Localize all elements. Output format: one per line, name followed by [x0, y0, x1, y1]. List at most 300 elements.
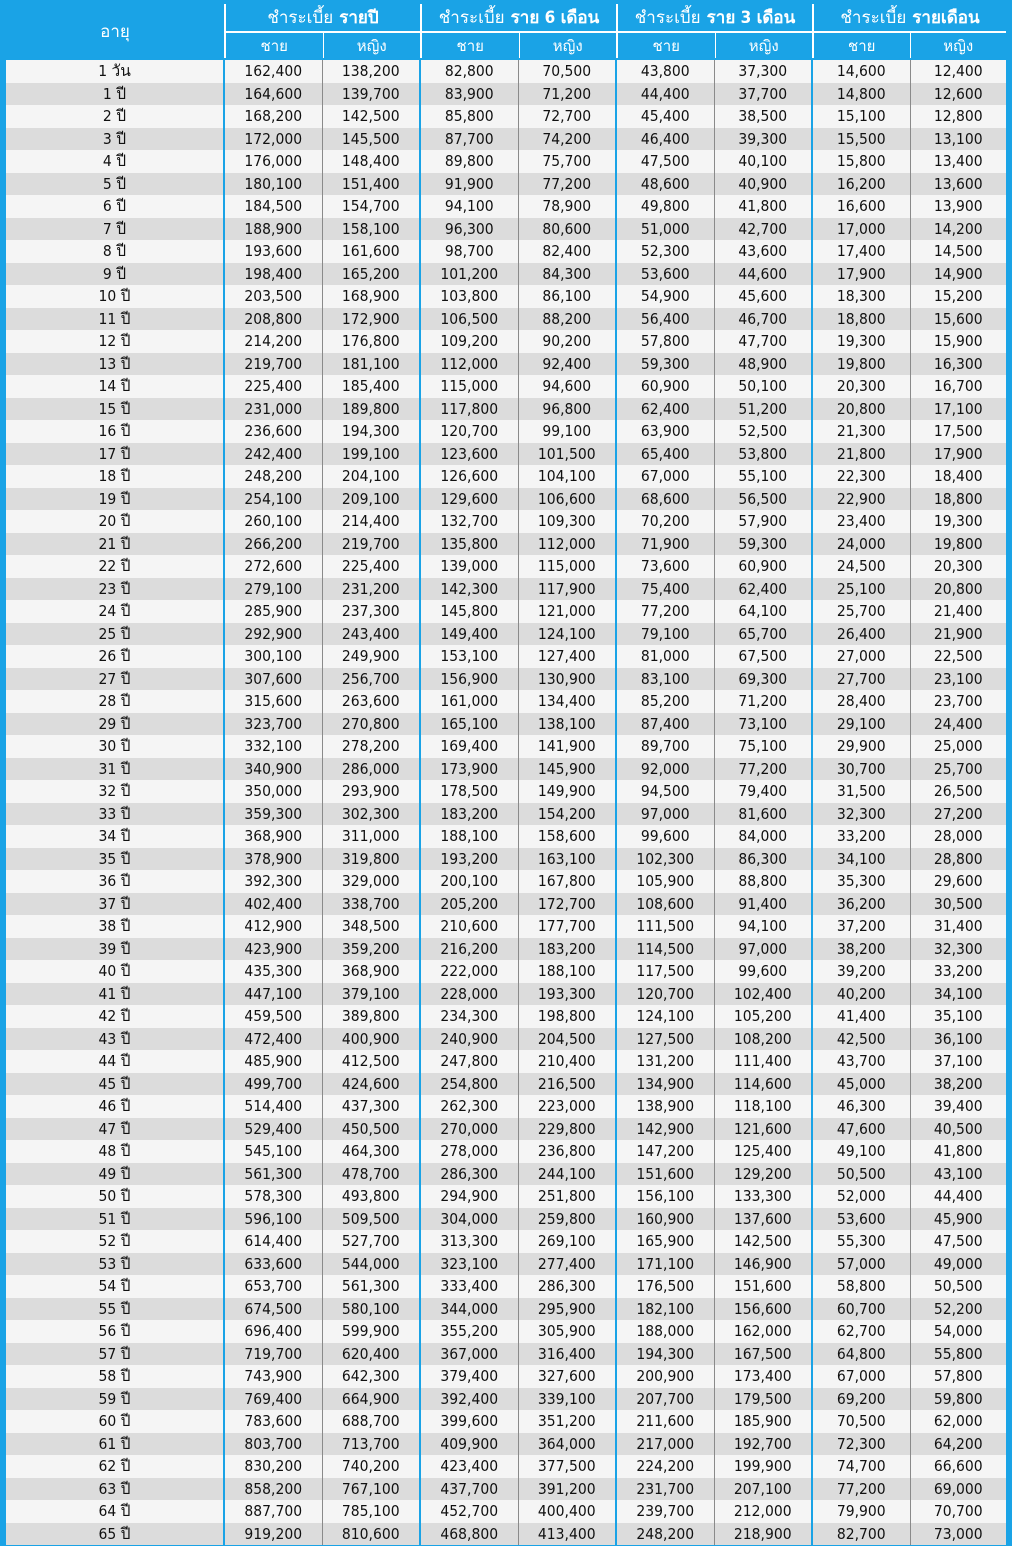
premium-cell: 32,300: [910, 938, 1006, 961]
table-row: [6, 600, 1006, 623]
premium-cell: 225,400: [322, 555, 420, 578]
table-header: [6, 4, 1006, 60]
premium-cell: 544,000: [322, 1253, 420, 1276]
premium-cell: 193,600: [224, 240, 322, 263]
premium-cell: 83,900: [420, 83, 518, 106]
premium-cell: 178,500: [420, 780, 518, 803]
table-row: [6, 1208, 1006, 1231]
table-row: [6, 1185, 1006, 1208]
premium-cell: 367,000: [420, 1343, 518, 1366]
premium-cell: 73,000: [910, 1523, 1006, 1546]
premium-cell: 243,400: [322, 623, 420, 646]
premium-cell: 259,800: [518, 1208, 616, 1231]
premium-cell: 165,200: [322, 263, 420, 286]
premium-cell: 184,500: [224, 195, 322, 218]
premium-cell: 105,200: [714, 1005, 812, 1028]
premium-cell: 413,400: [518, 1523, 616, 1546]
premium-cell: 254,800: [420, 1073, 518, 1096]
premium-cell: 75,700: [518, 150, 616, 173]
premium-cell: 203,500: [224, 285, 322, 308]
premium-cell: 172,900: [322, 308, 420, 331]
age-cell: 6 ปี: [6, 195, 224, 218]
premium-cell: 18,400: [910, 465, 1006, 488]
table-row: [6, 1163, 1006, 1186]
premium-cell: 15,800: [812, 150, 910, 173]
premium-cell: 71,900: [616, 533, 714, 556]
premium-cell: 218,900: [714, 1523, 812, 1546]
premium-cell: 39,400: [910, 1095, 1006, 1118]
premium-cell: 103,800: [420, 285, 518, 308]
premium-cell: 311,000: [322, 825, 420, 848]
premium-cell: 57,000: [812, 1253, 910, 1276]
payment-prefix: ชำระเบี้ย: [267, 8, 334, 28]
table-row: [6, 398, 1006, 421]
premium-cell: 919,200: [224, 1523, 322, 1546]
premium-cell: 193,300: [518, 983, 616, 1006]
premium-cell: 478,700: [322, 1163, 420, 1186]
premium-cell: 92,400: [518, 353, 616, 376]
age-cell: 50 ปี: [6, 1185, 224, 1208]
premium-cell: 48,600: [616, 173, 714, 196]
premium-cell: 344,000: [420, 1298, 518, 1321]
premium-cell: 92,000: [616, 758, 714, 781]
premium-cell: 135,800: [420, 533, 518, 556]
premium-cell: 46,700: [714, 308, 812, 331]
premium-cell: 55,800: [910, 1343, 1006, 1366]
premium-cell: 79,400: [714, 780, 812, 803]
age-cell: 1 วัน: [6, 60, 224, 83]
premium-cell: 34,100: [812, 848, 910, 871]
premium-cell: 72,300: [812, 1433, 910, 1456]
premium-cell: 392,400: [420, 1388, 518, 1411]
premium-cell: 47,500: [910, 1230, 1006, 1253]
premium-cell: 173,400: [714, 1365, 812, 1388]
age-cell: 56 ปี: [6, 1320, 224, 1343]
age-cell: 42 ปี: [6, 1005, 224, 1028]
age-cell: 61 ปี: [6, 1433, 224, 1456]
premium-cell: 121,000: [518, 600, 616, 623]
premium-cell: 24,400: [910, 713, 1006, 736]
table-row: [6, 983, 1006, 1006]
male-header: ชาย: [652, 36, 680, 55]
premium-cell: 145,500: [322, 128, 420, 151]
premium-cell: 117,800: [420, 398, 518, 421]
table-row: [6, 825, 1006, 848]
premium-cell: 399,600: [420, 1410, 518, 1433]
premium-cell: 52,000: [812, 1185, 910, 1208]
premium-cell: 81,600: [714, 803, 812, 826]
premium-cell: 84,300: [518, 263, 616, 286]
premium-cell: 713,700: [322, 1433, 420, 1456]
premium-cell: 286,300: [420, 1163, 518, 1186]
premium-cell: 43,100: [910, 1163, 1006, 1186]
premium-cell: 302,300: [322, 803, 420, 826]
premium-cell: 142,300: [420, 578, 518, 601]
premium-cell: 400,900: [322, 1028, 420, 1051]
premium-cell: 217,000: [616, 1433, 714, 1456]
premium-cell: 578,300: [224, 1185, 322, 1208]
table-row: [6, 1253, 1006, 1276]
premium-cell: 44,400: [616, 83, 714, 106]
age-cell: 64 ปี: [6, 1500, 224, 1523]
premium-cell: 270,000: [420, 1118, 518, 1141]
age-cell: 19 ปี: [6, 488, 224, 511]
male-header: ชาย: [456, 36, 484, 55]
age-cell: 13 ปี: [6, 353, 224, 376]
premium-cell: 73,100: [714, 713, 812, 736]
premium-cell: 148,400: [322, 150, 420, 173]
premium-cell: 368,900: [224, 825, 322, 848]
premium-cell: 104,100: [518, 465, 616, 488]
premium-cell: 25,700: [812, 600, 910, 623]
premium-cell: 156,600: [714, 1298, 812, 1321]
age-cell: 3 ปี: [6, 128, 224, 151]
premium-cell: 189,800: [322, 398, 420, 421]
premium-cell: 97,000: [616, 803, 714, 826]
premium-cell: 158,100: [322, 218, 420, 241]
table-row: [6, 645, 1006, 668]
age-cell: 21 ปี: [6, 533, 224, 556]
premium-cell: 176,500: [616, 1275, 714, 1298]
female-header: หญิง: [519, 33, 617, 58]
premium-cell: 112,000: [420, 353, 518, 376]
premium-cell: 156,100: [616, 1185, 714, 1208]
premium-cell: 43,800: [616, 60, 714, 83]
premium-cell: 199,100: [322, 443, 420, 466]
premium-cell: 16,300: [910, 353, 1006, 376]
premium-cell: 305,900: [518, 1320, 616, 1343]
premium-cell: 319,800: [322, 848, 420, 871]
table-row: [6, 938, 1006, 961]
premium-cell: 120,700: [420, 420, 518, 443]
premium-cell: 124,100: [518, 623, 616, 646]
premium-cell: 14,800: [812, 83, 910, 106]
premium-cell: 208,800: [224, 308, 322, 331]
premium-cell: 858,200: [224, 1478, 322, 1501]
age-cell: 7 ปี: [6, 218, 224, 241]
premium-cell: 50,100: [714, 375, 812, 398]
age-cell: 15 ปี: [6, 398, 224, 421]
premium-cell: 125,400: [714, 1140, 812, 1163]
premium-cell: 216,500: [518, 1073, 616, 1096]
table-row: [6, 353, 1006, 376]
table-row: [6, 263, 1006, 286]
premium-cell: 13,400: [910, 150, 1006, 173]
premium-cell: 391,200: [518, 1478, 616, 1501]
premium-cell: 14,500: [910, 240, 1006, 263]
premium-cell: 316,400: [518, 1343, 616, 1366]
premium-cell: 514,400: [224, 1095, 322, 1118]
premium-cell: 27,000: [812, 645, 910, 668]
premium-cell: 94,600: [518, 375, 616, 398]
table-row: [6, 510, 1006, 533]
premium-cell: 561,300: [224, 1163, 322, 1186]
premium-cell: 200,100: [420, 870, 518, 893]
premium-cell: 16,600: [812, 195, 910, 218]
table-row: [6, 803, 1006, 826]
premium-cell: 151,400: [322, 173, 420, 196]
premium-cell: 339,100: [518, 1388, 616, 1411]
premium-cell: 153,100: [420, 645, 518, 668]
premium-cell: 769,400: [224, 1388, 322, 1411]
premium-cell: 81,000: [616, 645, 714, 668]
premium-cell: 642,300: [322, 1365, 420, 1388]
premium-cell: 106,500: [420, 308, 518, 331]
premium-cell: 120,700: [616, 983, 714, 1006]
premium-cell: 17,500: [910, 420, 1006, 443]
premium-cell: 340,900: [224, 758, 322, 781]
table-row: [6, 870, 1006, 893]
age-cell: 45 ปี: [6, 1073, 224, 1096]
age-cell: 30 ปี: [6, 735, 224, 758]
premium-cell: 105,900: [616, 870, 714, 893]
premium-cell: 596,100: [224, 1208, 322, 1231]
premium-cell: 114,500: [616, 938, 714, 961]
age-cell: 2 ปี: [6, 105, 224, 128]
table-row: [6, 623, 1006, 646]
premium-cell: 138,900: [616, 1095, 714, 1118]
premium-cell: 45,000: [812, 1073, 910, 1096]
age-cell: 65 ปี: [6, 1523, 224, 1546]
premium-cell: 80,600: [518, 218, 616, 241]
premium-cell: 247,800: [420, 1050, 518, 1073]
premium-cell: 402,400: [224, 893, 322, 916]
premium-cell: 409,900: [420, 1433, 518, 1456]
premium-cell: 20,800: [910, 578, 1006, 601]
table-row: [6, 1410, 1006, 1433]
age-cell: 10 ปี: [6, 285, 224, 308]
table-row: [6, 780, 1006, 803]
premium-cell: 86,300: [714, 848, 812, 871]
age-cell: 37 ปี: [6, 893, 224, 916]
premium-cell: 37,700: [714, 83, 812, 106]
premium-cell: 43,700: [812, 1050, 910, 1073]
premium-cell: 437,300: [322, 1095, 420, 1118]
premium-cell: 211,600: [616, 1410, 714, 1433]
premium-cell: 66,600: [910, 1455, 1006, 1478]
premium-cell: 13,600: [910, 173, 1006, 196]
premium-cell: 40,500: [910, 1118, 1006, 1141]
age-cell: 8 ปี: [6, 240, 224, 263]
premium-cell: 333,400: [420, 1275, 518, 1298]
premium-cell: 204,100: [322, 465, 420, 488]
premium-cell: 234,300: [420, 1005, 518, 1028]
age-cell: 33 ปี: [6, 803, 224, 826]
premium-cell: 219,700: [322, 533, 420, 556]
premium-cell: 46,300: [812, 1095, 910, 1118]
age-cell: 20 ปี: [6, 510, 224, 533]
male-header: ชาย: [848, 36, 876, 55]
premium-cell: 327,600: [518, 1365, 616, 1388]
premium-cell: 33,200: [910, 960, 1006, 983]
premium-cell: 295,900: [518, 1298, 616, 1321]
premium-cell: 231,200: [322, 578, 420, 601]
premium-cell: 53,600: [616, 263, 714, 286]
premium-cell: 278,200: [322, 735, 420, 758]
premium-cell: 85,800: [420, 105, 518, 128]
premium-cell: 41,800: [910, 1140, 1006, 1163]
premium-cell: 740,200: [322, 1455, 420, 1478]
premium-cell: 35,100: [910, 1005, 1006, 1028]
premium-cell: 348,500: [322, 915, 420, 938]
age-cell: 25 ปี: [6, 623, 224, 646]
premium-cell: 472,400: [224, 1028, 322, 1051]
premium-cell: 29,600: [910, 870, 1006, 893]
premium-cell: 198,400: [224, 263, 322, 286]
premium-cell: 82,700: [812, 1523, 910, 1546]
premium-cell: 74,200: [518, 128, 616, 151]
premium-cell: 40,200: [812, 983, 910, 1006]
premium-cell: 112,000: [518, 533, 616, 556]
premium-cell: 198,800: [518, 1005, 616, 1028]
table-row: [6, 893, 1006, 916]
premium-cell: 300,100: [224, 645, 322, 668]
table-row: [6, 1320, 1006, 1343]
premium-cell: 165,100: [420, 713, 518, 736]
premium-cell: 614,400: [224, 1230, 322, 1253]
premium-cell: 176,000: [224, 150, 322, 173]
premium-cell: 24,500: [812, 555, 910, 578]
premium-cell: 142,500: [714, 1230, 812, 1253]
premium-cell: 27,200: [910, 803, 1006, 826]
premium-cell: 133,300: [714, 1185, 812, 1208]
premium-cell: 177,700: [518, 915, 616, 938]
premium-cell: 117,900: [518, 578, 616, 601]
premium-cell: 437,700: [420, 1478, 518, 1501]
female-header: หญิง: [323, 33, 421, 58]
premium-cell: 23,100: [910, 668, 1006, 691]
premium-cell: 123,600: [420, 443, 518, 466]
table-row: [6, 240, 1006, 263]
age-cell: 39 ปี: [6, 938, 224, 961]
age-cell: 1 ปี: [6, 83, 224, 106]
premium-cell: 351,200: [518, 1410, 616, 1433]
premium-cell: 810,600: [322, 1523, 420, 1546]
premium-cell: 49,000: [910, 1253, 1006, 1276]
premium-cell: 69,300: [714, 668, 812, 691]
premium-cell: 38,200: [812, 938, 910, 961]
premium-cell: 14,600: [812, 60, 910, 83]
premium-cell: 57,800: [616, 330, 714, 353]
age-cell: 41 ปี: [6, 983, 224, 1006]
premium-cell: 22,900: [812, 488, 910, 511]
premium-cell: 40,100: [714, 150, 812, 173]
premium-cell: 545,100: [224, 1140, 322, 1163]
premium-cell: 19,800: [910, 533, 1006, 556]
age-cell: 5 ปี: [6, 173, 224, 196]
premium-cell: 71,200: [518, 83, 616, 106]
premium-cell: 154,200: [518, 803, 616, 826]
table-row: [6, 218, 1006, 241]
premium-cell: 22,500: [910, 645, 1006, 668]
premium-cell: 188,100: [518, 960, 616, 983]
premium-cell: 286,300: [518, 1275, 616, 1298]
premium-cell: 91,900: [420, 173, 518, 196]
table-row: [6, 668, 1006, 691]
premium-cell: 16,700: [910, 375, 1006, 398]
premium-cell: 147,200: [616, 1140, 714, 1163]
premium-cell: 228,000: [420, 983, 518, 1006]
age-cell: 12 ปี: [6, 330, 224, 353]
table-row: [6, 1275, 1006, 1298]
premium-cell: 173,900: [420, 758, 518, 781]
age-cell: 55 ปี: [6, 1298, 224, 1321]
premium-cell: 77,200: [714, 758, 812, 781]
age-cell: 9 ปี: [6, 263, 224, 286]
group-title-3-months: [618, 4, 812, 33]
premium-cell: 161,600: [322, 240, 420, 263]
premium-cell: 78,900: [518, 195, 616, 218]
table-row: [6, 1433, 1006, 1456]
premium-cell: 67,000: [812, 1365, 910, 1388]
age-cell: 58 ปี: [6, 1365, 224, 1388]
table-row: [6, 713, 1006, 736]
table-row: [6, 443, 1006, 466]
premium-cell: 87,400: [616, 713, 714, 736]
female-header: หญิง: [910, 33, 1007, 58]
premium-cell: 55,100: [714, 465, 812, 488]
payment-prefix: ชำระเบี้ย: [438, 8, 505, 28]
premium-cell: 37,300: [714, 60, 812, 83]
premium-cell: 109,300: [518, 510, 616, 533]
premium-cell: 99,600: [714, 960, 812, 983]
payment-period: ราย 6 เดือน: [510, 8, 600, 28]
premium-cell: 98,700: [420, 240, 518, 263]
table-row: [6, 285, 1006, 308]
premium-cell: 49,800: [616, 195, 714, 218]
premium-cell: 132,700: [420, 510, 518, 533]
premium-cell: 172,000: [224, 128, 322, 151]
premium-cell: 262,300: [420, 1095, 518, 1118]
premium-cell: 23,700: [910, 690, 1006, 713]
premium-cell: 19,800: [812, 353, 910, 376]
premium-cell: 65,700: [714, 623, 812, 646]
premium-cell: 561,300: [322, 1275, 420, 1298]
premium-cell: 329,000: [322, 870, 420, 893]
premium-cell: 199,900: [714, 1455, 812, 1478]
age-cell: 28 ปี: [6, 690, 224, 713]
premium-cell: 163,100: [518, 848, 616, 871]
table-row: [6, 1365, 1006, 1388]
premium-cell: 134,400: [518, 690, 616, 713]
premium-cell: 23,400: [812, 510, 910, 533]
premium-cell: 244,100: [518, 1163, 616, 1186]
premium-cell: 69,200: [812, 1388, 910, 1411]
table-row: [6, 1478, 1006, 1501]
group-title-6-months: [422, 4, 616, 33]
premium-cell: 51,200: [714, 398, 812, 421]
premium-cell: 161,000: [420, 690, 518, 713]
premium-cell: 52,500: [714, 420, 812, 443]
premium-cell: 509,500: [322, 1208, 420, 1231]
payment-period: ราย 3 เดือน: [706, 8, 796, 28]
premium-cell: 214,400: [322, 510, 420, 533]
premium-cell: 468,800: [420, 1523, 518, 1546]
premium-cell: 412,900: [224, 915, 322, 938]
premium-cell: 25,100: [812, 578, 910, 601]
premium-cell: 162,000: [714, 1320, 812, 1343]
premium-cell: 165,900: [616, 1230, 714, 1253]
table-row: [6, 128, 1006, 151]
premium-cell: 47,600: [812, 1118, 910, 1141]
premium-cell: 146,900: [714, 1253, 812, 1276]
premium-cell: 15,200: [910, 285, 1006, 308]
premium-cell: 188,900: [224, 218, 322, 241]
age-cell: 35 ปี: [6, 848, 224, 871]
table-row: [6, 195, 1006, 218]
premium-cell: 435,300: [224, 960, 322, 983]
premium-cell: 423,900: [224, 938, 322, 961]
